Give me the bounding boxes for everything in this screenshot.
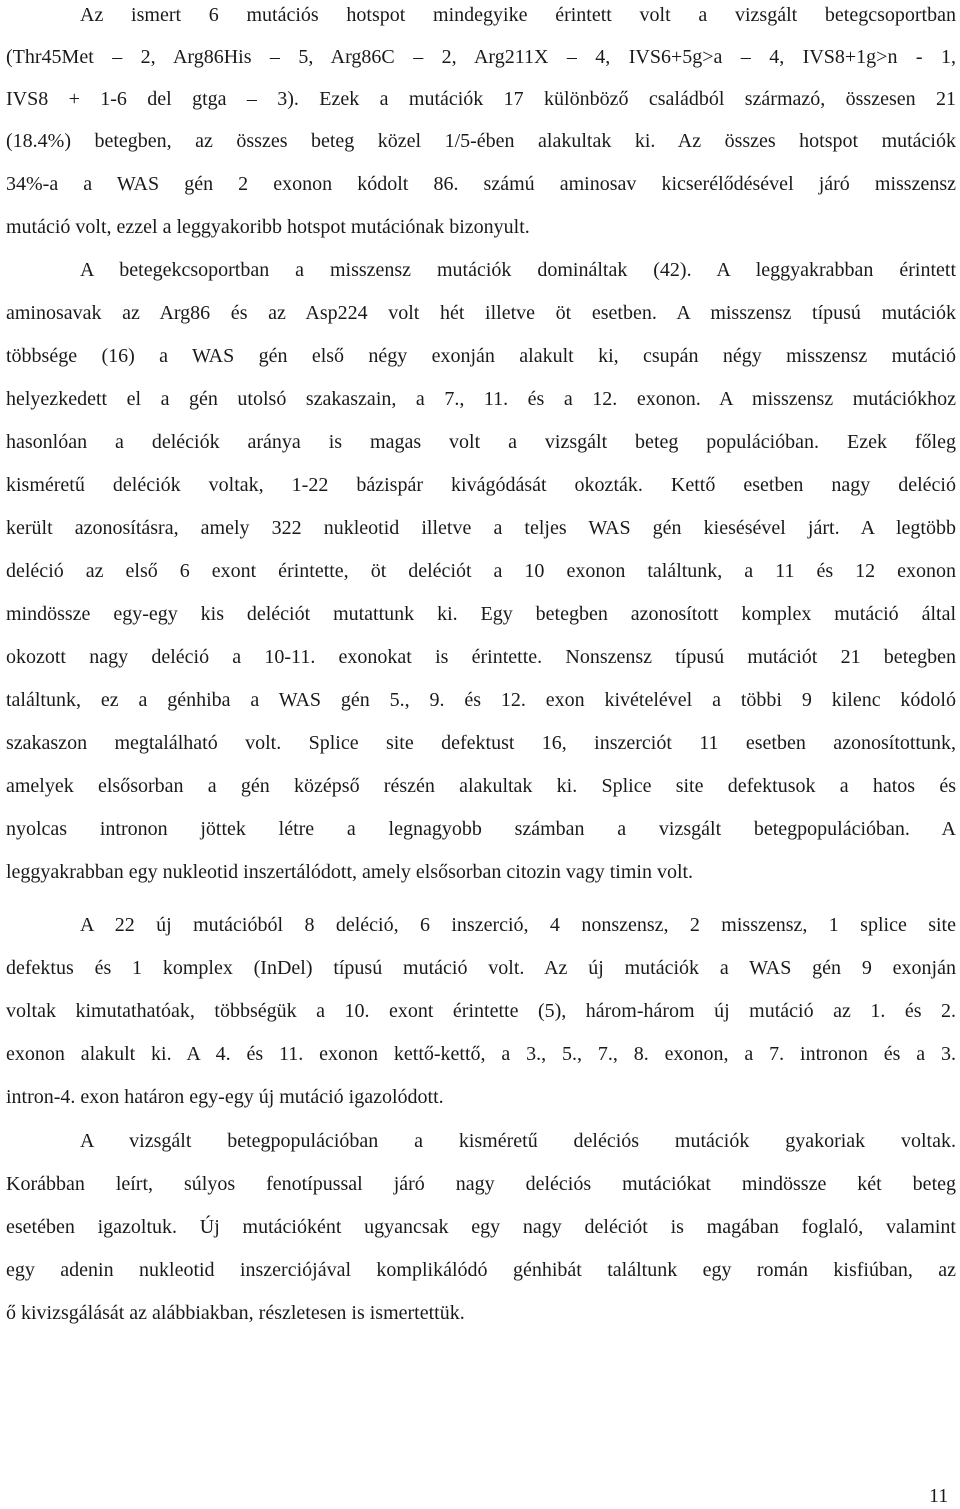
text-line: intron-4. exon határon egy-egy új mutáció igazolódott. (6, 1086, 444, 1108)
text-line: esetében igazoltuk. Új mutációként ugyancsak egy nagy deléciót is magában foglaló, valamint (6, 1216, 956, 1238)
text-line: szakaszon megtalálható volt. Splice site defektust 16, inszerciót 11 esetben azonosítottunk, (6, 732, 956, 754)
text-line: mindössze egy-egy kis deléciót mutattunk ki. Egy betegben azonosított komplex mutáció által (6, 603, 956, 625)
text-line: mutáció volt, ezzel a leggyakoribb hotspot mutációnak bizonyult. (6, 216, 530, 238)
text-line: okozott nagy deléció a 10-11. exonokat is érintette. Nonszensz típusú mutációt 21 betegben (6, 646, 956, 668)
text-line: IVS8 + 1-6 del gtga – 3). Ezek a mutációk 17 különböző családból származó, összesen 21 (6, 88, 956, 110)
text-line: Az ismert 6 mutációs hotspot mindegyike érintett volt a vizsgált betegcsoportban (80, 4, 956, 26)
text-line: nyolcas intronon jöttek létre a legnagyobb számban a vizsgált betegpopulációban. A (6, 818, 956, 840)
text-line: amelyek elsősorban a gén középső részén alakultak ki. Splice site defektusok a hatos és (6, 775, 956, 797)
text-line: többsége (16) a WAS gén első négy exonján alakult ki, csupán négy misszensz mutáció (6, 345, 956, 367)
text-line: voltak kimutathatóak, többségük a 10. exont érintette (5), három-három új mutáció az 1. és 2. (6, 1000, 956, 1022)
text-line: A betegekcsoportban a misszensz mutációk domináltak (42). A leggyakrabban érintett (80, 259, 956, 281)
text-line: defektus és 1 komplex (InDel) típusú mutáció volt. Az új mutációk a WAS gén 9 exonján (6, 957, 956, 979)
text-line: A vizsgált betegpopulációban a kisméretű deléciós mutációk gyakoriak voltak. (80, 1130, 956, 1152)
text-line: (Thr45Met – 2, Arg86His – 5, Arg86C – 2, Arg211X – 4, IVS6+5g>a – 4, IVS8+1g>n - 1, (6, 46, 956, 68)
text-line: ő kivizsgálását az alábbiakban, részletesen is ismertettük. (6, 1302, 465, 1324)
text-line: kisméretű deléciók voltak, 1-22 bázispár kivágódását okozták. Kettő esetben nagy deléció (6, 474, 956, 496)
text-line: hasonlóan a deléciók aránya is magas volt a vizsgált beteg populációban. Ezek főleg (6, 431, 956, 453)
text-line: találtunk, ez a génhiba a WAS gén 5., 9. és 12. exon kivételével a többi 9 kilenc kódoló (6, 689, 956, 711)
text-line: (18.4%) betegben, az összes beteg közel 1/5-ében alakultak ki. Az összes hotspot mutációk (6, 130, 956, 152)
page-number: 11 (929, 1485, 949, 1507)
text-line: egy adenin nukleotid inszerciójával komplikálódó génhibát találtunk egy román kisfiúban, az (6, 1259, 956, 1281)
text-line: aminosavak az Arg86 és az Asp224 volt hét illetve öt esetben. A misszensz típusú mutációk (6, 302, 956, 324)
text-line: A 22 új mutációból 8 deléció, 6 inszerció, 4 nonszensz, 2 misszensz, 1 splice site (80, 914, 956, 936)
text-line: leggyakrabban egy nukleotid inszertálódott, amely elsősorban citozin vagy timin volt. (6, 861, 694, 883)
text-line: Korábban leírt, súlyos fenotípussal járó nagy deléciós mutációkat mindössze két beteg (6, 1173, 956, 1195)
text-line: került azonosításra, amely 322 nukleotid illetve a teljes WAS gén kiesésével járt. A legtöbb (6, 517, 956, 539)
text-line: exonon alakult ki. A 4. és 11. exonon kettő-kettő, a 3., 5., 7., 8. exonon, a 7. intronon és a 3. (6, 1043, 956, 1065)
text-line: 34%-a a WAS gén 2 exonon kódolt 86. számú aminosav kicserélődésével járó misszensz (6, 173, 956, 195)
text-line: deléció az első 6 exont érintette, öt deléciót a 10 exonon találtunk, a 11 és 12 exonon (6, 560, 956, 582)
text-line: helyezkedett el a gén utolsó szakaszain, a 7., 11. és a 12. exonon. A misszensz mutációkhoz (6, 388, 956, 410)
